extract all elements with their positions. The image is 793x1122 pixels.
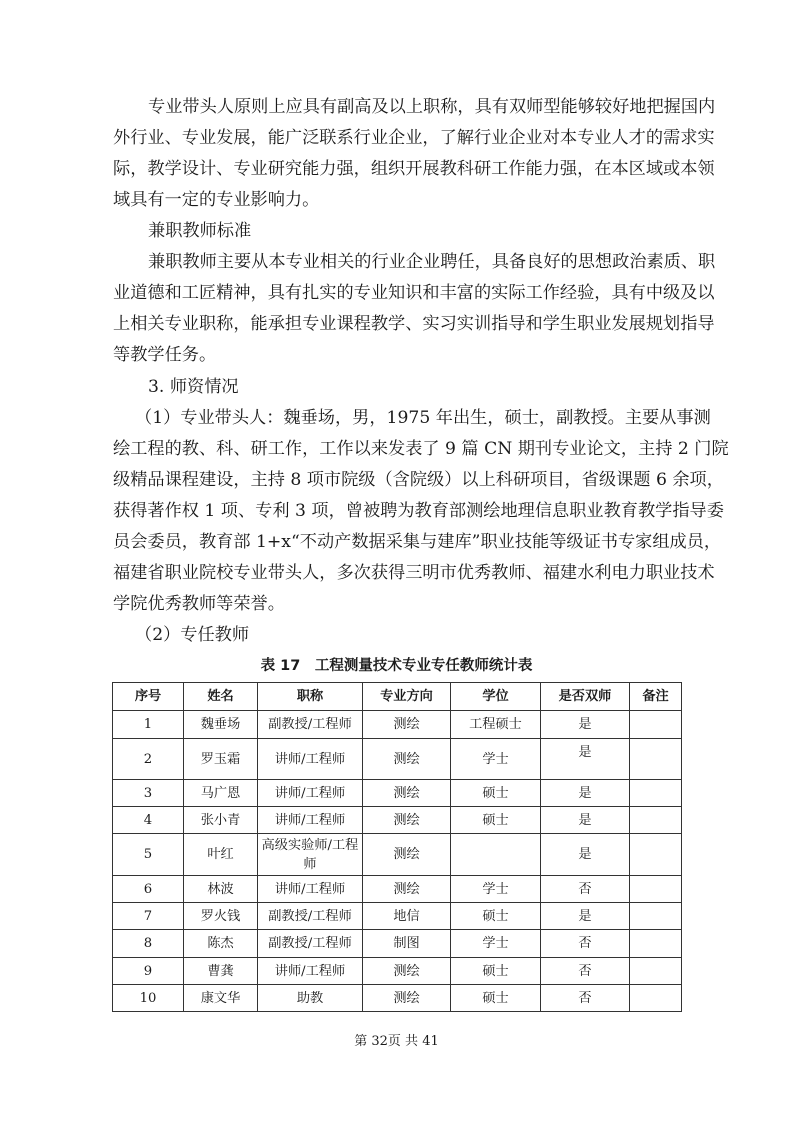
table-row (113, 780, 682, 807)
cell-degree: 硕士 (451, 807, 541, 834)
table-header-row (113, 683, 682, 711)
cell-title: 副教授/工程师 (258, 711, 363, 739)
cell-degree: 硕士 (451, 780, 541, 807)
cell-name: 马广恩 (184, 780, 258, 807)
paragraph-line: 域具有一定的专业影响力。 (113, 190, 320, 210)
header-cell: 专业方向 (363, 683, 451, 711)
paragraph-line: 际，教学设计、专业研究能力强，组织开展教科研工作能力强，在本区域或本领 (113, 159, 715, 179)
cell-index: 4 (113, 807, 184, 834)
header-cell: 备注 (630, 683, 682, 711)
cell-remark (630, 903, 682, 930)
cell-major: 测绘 (363, 739, 451, 780)
cell-degree: 学士 (451, 876, 541, 903)
cell-dual-teacher: 否 (541, 876, 630, 903)
table-row (113, 876, 682, 903)
paragraph-line: 专业带头人原则上应具有副高及以上职称，具有双师型能够较好地把握国内 (148, 97, 716, 117)
cell-index: 2 (113, 739, 184, 780)
cell-remark (630, 711, 682, 739)
cell-dual-teacher: 是 (541, 807, 630, 834)
cell-index: 5 (113, 834, 184, 876)
cell-name: 叶红 (184, 834, 258, 876)
cell-dual-teacher: 否 (541, 930, 630, 958)
cell-major: 测绘 (363, 876, 451, 903)
cell-degree (451, 834, 541, 876)
cell-index: 1 (113, 711, 184, 739)
cell-degree: 工程硕士 (451, 711, 541, 739)
cell-degree: 硕士 (451, 985, 541, 1012)
cell-remark (630, 807, 682, 834)
cell-remark (630, 834, 682, 876)
cell-major: 测绘 (363, 780, 451, 807)
cell-name: 曹龚 (184, 958, 258, 985)
cell-degree: 硕士 (451, 903, 541, 930)
cell-dual-teacher: 是 (541, 834, 630, 876)
cell-name: 林波 (184, 876, 258, 903)
table-caption: 表 17 工程测量技术专业专任教师统计表 (260, 658, 533, 674)
cell-index: 8 (113, 930, 184, 958)
cell-major: 测绘 (363, 834, 451, 876)
table-row (113, 711, 682, 739)
paragraph-line: 福建省职业院校专业带头人，多次获得三明市优秀教师、福建水利电力职业技术 (113, 563, 715, 583)
page-footer: 第 32页 共 41 (354, 1034, 439, 1049)
cell-title: 讲师/工程师 (258, 739, 363, 780)
cell-degree: 学士 (451, 930, 541, 958)
cell-remark (630, 780, 682, 807)
cell-name: 张小青 (184, 807, 258, 834)
section-heading-part-time: 兼职教师标准 (148, 221, 252, 241)
header-cell: 学位 (451, 683, 541, 711)
header-cell: 序号 (113, 683, 184, 711)
paragraph-line: 兼职教师主要从本专业相关的行业企业聘任，具备良好的思想政治素质、职 (148, 252, 716, 272)
cell-index: 3 (113, 780, 184, 807)
cell-dual-teacher: 是 (541, 903, 630, 930)
cell-name: 陈杰 (184, 930, 258, 958)
cell-major: 测绘 (363, 807, 451, 834)
cell-name: 魏垂场 (184, 711, 258, 739)
cell-index: 9 (113, 958, 184, 985)
section-heading-fulltime: （2）专任教师 (135, 625, 250, 645)
header-cell: 姓名 (184, 683, 258, 711)
cell-remark (630, 930, 682, 958)
header-cell: 是否双师 (541, 683, 630, 711)
cell-dual-teacher: 是 (541, 711, 630, 739)
table-row (113, 807, 682, 834)
cell-dual-teacher: 否 (541, 958, 630, 985)
cell-major: 测绘 (363, 985, 451, 1012)
cell-dual-teacher: 否 (541, 985, 630, 1012)
cell-index: 7 (113, 903, 184, 930)
paragraph-line: 获得著作权 1 项、专利 3 项，曾被聘为教育部测绘地理信息职业教育教学指导委 (113, 501, 724, 521)
header-cell: 职称 (258, 683, 363, 711)
cell-dual-teacher: 是 (541, 739, 630, 780)
paragraph-line: 级精品课程建设，主持 8 项市院级（含院级）以上科研项目，省级课题 6 余项， (113, 470, 724, 490)
cell-title: 副教授/工程师 (258, 903, 363, 930)
paragraph-line: 等教学任务。 (113, 345, 217, 365)
cell-index: 10 (113, 985, 184, 1012)
cell-name: 康文华 (184, 985, 258, 1012)
paragraph-line: 学院优秀教师等荣誉。 (113, 594, 285, 614)
table-row (113, 834, 682, 876)
table-row (113, 739, 682, 780)
cell-title: 副教授/工程师 (258, 930, 363, 958)
paragraph-line: 绘工程的教、科、研工作，工作以来发表了 9 篇 CN 期刊专业论文，主持 2 门院 (113, 439, 729, 459)
cell-remark (630, 985, 682, 1012)
section-heading-faculty: 3. 师资情况 (148, 377, 239, 397)
cell-major: 地信 (363, 903, 451, 930)
cell-major: 测绘 (363, 958, 451, 985)
paragraph-line: 员会委员，教育部 1+x“不动产数据采集与建库”职业技能等级证书专家组成员， (113, 532, 722, 552)
cell-remark (630, 876, 682, 903)
cell-remark (630, 958, 682, 985)
cell-name: 罗火钱 (184, 903, 258, 930)
cell-title: 讲师/工程师 (258, 807, 363, 834)
cell-name: 罗玉霜 (184, 739, 258, 780)
table-row (113, 958, 682, 985)
table-row (113, 930, 682, 958)
cell-index: 6 (113, 876, 184, 903)
paragraph-line: 外行业、专业发展，能广泛联系行业企业，了解行业企业对本专业人才的需求实 (113, 128, 715, 148)
cell-dual-teacher: 是 (541, 780, 630, 807)
cell-degree: 学士 (451, 739, 541, 780)
cell-degree: 硕士 (451, 958, 541, 985)
cell-title: 讲师/工程师 (258, 876, 363, 903)
cell-title: 讲师/工程师 (258, 958, 363, 985)
table-row (113, 985, 682, 1012)
cell-remark (630, 739, 682, 780)
cell-title: 讲师/工程师 (258, 780, 363, 807)
cell-title: 高级实验师/工程师 (258, 834, 363, 876)
paragraph-line: 业道德和工匠精神，具有扎实的专业知识和丰富的实际工作经验，具有中级及以 (113, 283, 715, 303)
paragraph-line: 上相关专业职称，能承担专业课程教学、实习实训指导和学生职业发展规划指导 (113, 314, 715, 334)
paragraph-line: （1）专业带头人：魏垂场，男，1975 年出生，硕士，副教授。主要从事测 (135, 408, 711, 428)
teacher-table (112, 682, 682, 1012)
cell-title: 助教 (258, 985, 363, 1012)
table-row (113, 903, 682, 930)
cell-major: 制图 (363, 930, 451, 958)
cell-major: 测绘 (363, 711, 451, 739)
